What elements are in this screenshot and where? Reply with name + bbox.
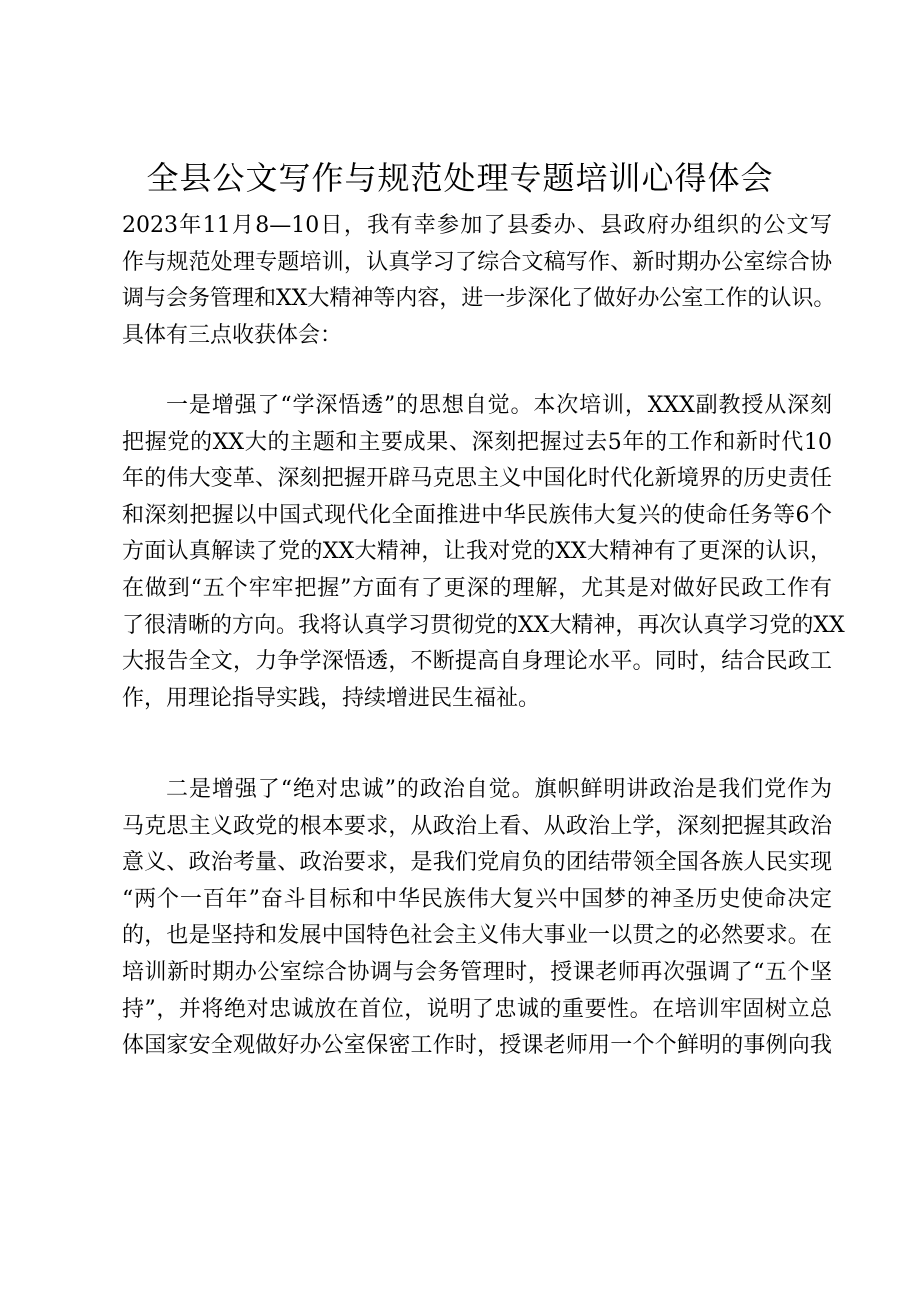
text-line: 调与会务管理和XX大精神等内容，进一步深化了做好办公室工作的认识。 — [122, 286, 836, 312]
text-line: 一是增强了“学深悟透”的思想自觉。本次培训，XXX副教授从深刻 — [166, 393, 832, 418]
text-line: 体国家安全观做好办公室保密工作时，授课老师用一个个鲜明的事例向我 — [122, 1033, 832, 1059]
text-line: 具体有三点收获体会： — [122, 322, 343, 348]
paragraph-point-two — [122, 772, 832, 1065]
text-line: 培训新时期办公室综合协调与会务管理时，授课老师再次强调了“五个坚 — [122, 959, 832, 985]
text-line: 持”，并将绝对忠诚放在首位，说明了忠诚的重要性。在培训牢固树立总 — [122, 996, 832, 1022]
paragraph-point-one — [122, 388, 845, 717]
paragraph-intro — [122, 208, 836, 354]
text-line: 了很清晰的方向。我将认真学习贯彻党的XX大精神，再次认真学习党的XX — [122, 612, 845, 638]
text-line: 和深刻把握以中国式现代化全面推进中华民族伟大复兴的使命任务等6个 — [122, 502, 832, 528]
text-line: 2023年11月8—10日，我有幸参加了县委办、县政府办组织的公文写 — [122, 213, 832, 238]
text-line: 大报告全文，力争学深悟透，不断提高自身理论水平。同时，结合民政工 — [122, 649, 832, 675]
text-line: 作与规范处理专题培训，认真学习了综合文稿写作、新时期办公室综合协 — [122, 249, 832, 275]
text-line: 把握党的XX大的主题和主要成果、深刻把握过去5年的工作和新时代10 — [122, 429, 832, 455]
text-line: 二是增强了“绝对忠诚”的政治自觉。旗帜鲜明讲政治是我们党作为 — [166, 777, 832, 802]
text-line: 方面认真解读了党的XX大精神，让我对党的XX大精神有了更深的认识， — [122, 539, 832, 565]
text-line: “两个一百年”奋斗目标和中华民族伟大复兴中国梦的神圣历史使命决定 — [122, 886, 832, 912]
text-line: 年的伟大变革、深刻把握开辟马克思主义中国化时代化新境界的历史责任 — [122, 466, 832, 492]
text-line: 意义、政治考量、政治要求，是我们党肩负的团结带领全国各族人民实现 — [122, 850, 832, 876]
text-line: 在做到“五个牢牢把握”方面有了更深的理解，尤其是对做好民政工作有 — [122, 575, 832, 601]
document-title: 全县公文写作与规范处理专题培训心得体会 — [146, 159, 774, 197]
text-line: 马克思主义政党的根本要求，从政治上看、从政治上学，深刻把握其政治 — [122, 813, 832, 839]
text-line: 作，用理论指导实践，持续增进民生福祉。 — [122, 685, 541, 711]
text-line: 的，也是坚持和发展中国特色社会主义伟大事业一以贯之的必然要求。在 — [122, 923, 832, 949]
